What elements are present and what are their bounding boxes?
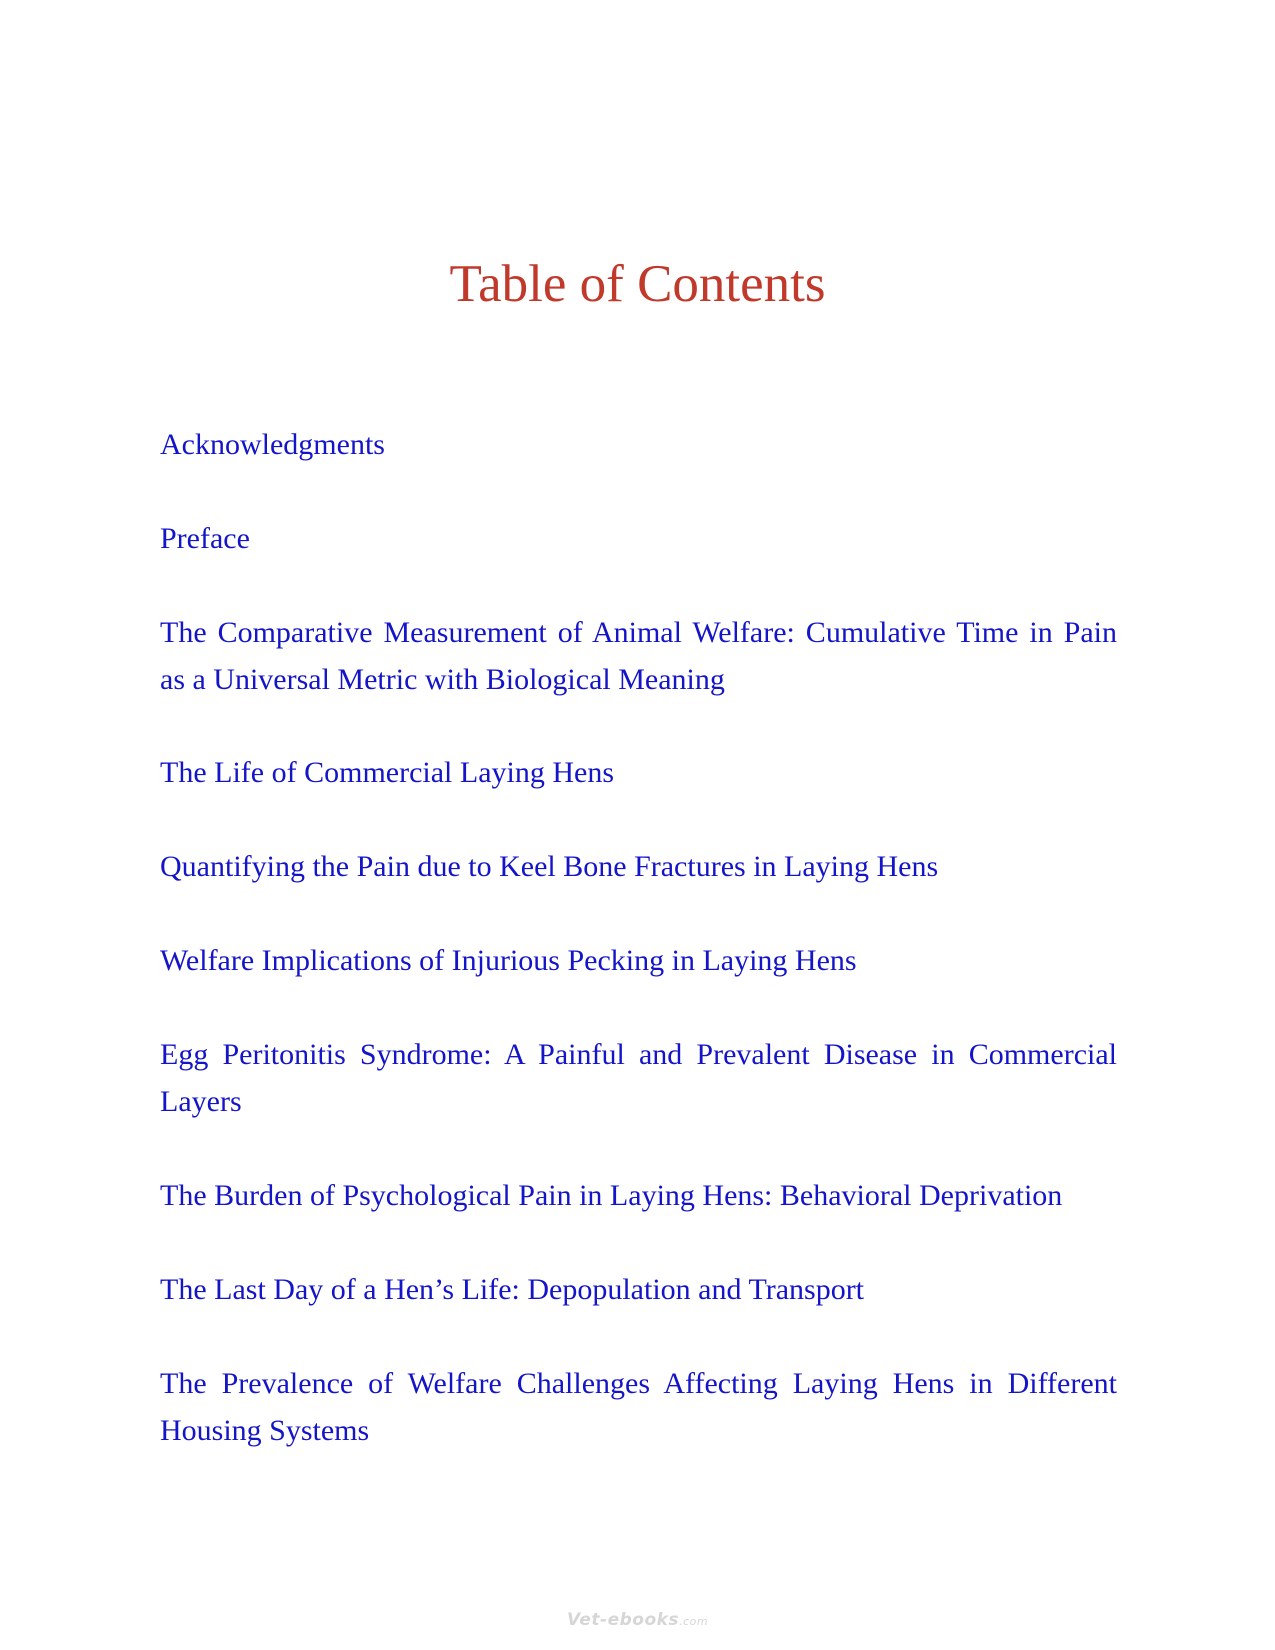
toc-link-comparative-measurement[interactable]: The Comparative Measurement of Animal Welfare: Cumulative Time in Pain as a Universal Metric with Biological Meaning (160, 616, 1117, 696)
toc-link-keel-bone-fractures[interactable]: Quantifying the Pain due to Keel Bone Fractures in Laying Hens (160, 850, 939, 883)
watermark-brand: Vet-ebooks (566, 1610, 680, 1630)
toc-link-life-of-laying-hens[interactable]: The Life of Commercial Laying Hens (160, 756, 615, 789)
toc-link-preface[interactable]: Preface (160, 522, 250, 555)
toc-link-injurious-pecking[interactable]: Welfare Implications of Injurious Pecking in Laying Hens (160, 944, 857, 977)
toc-link-prevalence-welfare-challenges[interactable]: The Prevalence of Welfare Challenges Affecting Laying Hens in Different Housing Systems (160, 1367, 1117, 1447)
toc-link-egg-peritonitis[interactable]: Egg Peritonitis Syndrome: A Painful and Prevalent Disease in Commercial Layers (160, 1038, 1117, 1118)
toc-link-last-day[interactable]: The Last Day of a Hen’s Life: Depopulation and Transport (160, 1273, 865, 1306)
watermark (0, 1610, 1275, 1630)
page-title: Table of Contents (449, 255, 826, 313)
toc-link-acknowledgments[interactable]: Acknowledgments (160, 428, 385, 461)
watermark-suffix: .com (679, 1615, 709, 1628)
toc-link-psychological-pain[interactable]: The Burden of Psychological Pain in Laying Hens: Behavioral Deprivation (160, 1179, 1063, 1212)
